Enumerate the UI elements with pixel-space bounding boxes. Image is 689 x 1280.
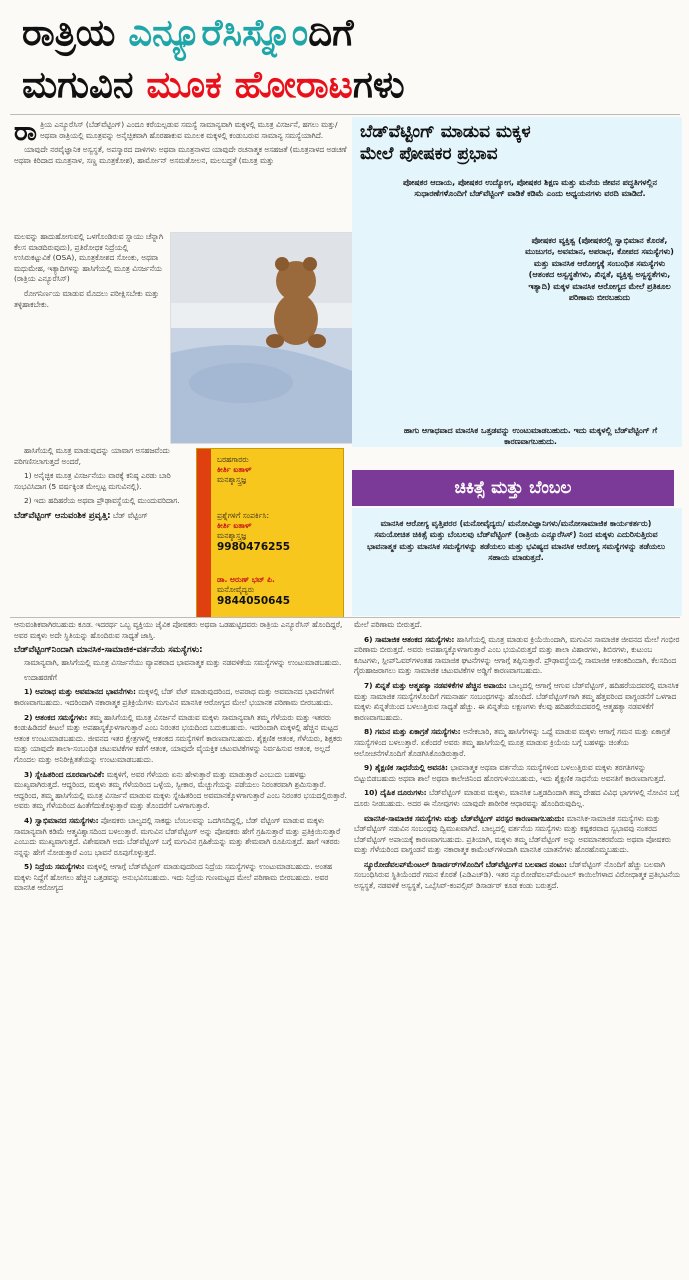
doctor-name: ಡಾ. ಅರುಣ್ ಭಟ್ ಪಿ. [217, 575, 275, 584]
psych-column [14, 620, 348, 1276]
headline-word-highlight: ಮೂಕ ಹೋರಾಟ [146, 63, 353, 106]
treatment-text: ಮಾನಸಿಕ ಆರೋಗ್ಯ ವೃತ್ತಿಪರರ (ಮನೋವೈದ್ಯರು/ ಮನೋವಿಜ್ಞಾನಿಗಳು/ಮನೋಸಾಮಾಜಿಕ ಕಾರ್ಯಕರ್ತರು) ಸಮಯೋಚಿತ ಚಿಕಿತ್ಸೆ ಮತ್ತು ಬೆಂಬಲವು ಬೆಡ್‌ವೆಟ್ಟಿಂಗ್ (ರಾತ್ರಿಯ ಎನ್ಯೂರೆಸಿಸ್) ನಿಂದ ಮಕ್ಕಳು ಎದುರಿಸುತ್ತಿರುವ ಭಾವನಾತ್ಮಕ ಮತ್ತು ಮಾನಸಿಕ ಸಮಸ್ಯೆಗಳನ್ನು ತಡೆಯಲು ಮತ್ತು ಭವಿಷ್ಯದ ಮಾನಸಿಕ ಆರೋಗ್ಯ ಸಮಸ್ಯೆಗಳನ್ನು ತಡೆಯಲು ಸಹಾಯ ಮಾಡುತ್ತದೆ. [366, 519, 666, 563]
item-title: ಮಾನಸಿಕ-ಸಾಮಾಜಿಕ ಸಮಸ್ಯೆಗಳು ಮತ್ತು ಬೆಡ್‌ವೆಟ್ಟಿಂಗ್ ಪರಸ್ಪರ ಕಾರಣವಾಗಬಹುದು: [364, 813, 565, 823]
doctor-role: ಮನೋವೈದ್ಯರು [217, 585, 255, 594]
item-title: 6) ಸಾಮಾಜಿಕ ಆತಂಕದ ಸಮಸ್ಯೆಗಳು: [364, 634, 455, 644]
item-title: 9) ಶೈಕ್ಷಣಿಕ ಸಾಧನೆಯಲ್ಲಿ ಅವನತಿ: [364, 763, 448, 773]
item-title: 2) ಆತಂಕದ ಸಮಸ್ಯೆಗಳು: [24, 712, 88, 722]
writer-role: ಮನಶ್ಶಾಸ್ತ್ರಜ್ಞ [217, 475, 247, 484]
intro-paragraph: ಹಾಸಿಗೆಯಲ್ಲಿ ಮೂತ್ರ ಮಾಡುವುದನ್ನು ಯಾವಾಗ ಅಸಹಜವೆಂದು ಪರಿಗಣಿಸಲಾಗುತ್ತದೆ ಅಂದರೆ, [14, 446, 170, 466]
treatment-banner [352, 470, 674, 506]
writer-block [217, 455, 252, 485]
consult-role: ಮನಶ್ಶಾಸ್ತ್ರಜ್ಞ [217, 531, 247, 540]
item-title: 8) ಗಮನ ಮತ್ತು ಏಕಾಗ್ರತೆ ಸಮಸ್ಯೆಗಳು: [364, 727, 461, 737]
continued-text: ಮೇಲೆ ಪರಿಣಾಮ ಬೀರುತ್ತದೆ. [354, 620, 422, 629]
item-text: ಪೋಷಕರು ಬಾಲ್ಯದಲ್ಲಿ ಸಾಕಷ್ಟು ಬೆಂಬಲವನ್ನು ಒದಗಿಸದಿದ್ದಲ್ಲಿ, ಬೆಡ್ ವೆಟ್ಟಿಂಗ್ ಮಾಡುವ ಮಕ್ಕಳು ಸಾಮಾನ್ಯವಾಗಿ ಕಡಿಮೆ ಆತ್ಮವಿಶ್ವಾಸದಿಂದ ಬಳಲುತ್ತಾರೆ. ಮಗುವಿನ ಬೆಡ್‌ವೆಟ್ಟಿಂಗ್ ಅನ್ನು ಪೋಷಕರು ಹೇಗೆ ಗ್ರಹಿಸುತ್ತಾರೆ ಮತ್ತು ಪ್ರತಿಕ್ರಿಯಿಸುತ್ತಾರೆ ಎಂಬುದು ಮುಖ್ಯವಾಗುತ್ತದೆ. ವಿಶೇಷವಾಗಿ ಅದು ಬೆಡ್‌ವೆಟ್ಟಿಂಗ್ ಬಗ್ಗೆ ಮಗುವಿನ ಗ್ರಹಿಕೆಯನ್ನು ಮತ್ತು ಶೇಮವಾಗಿ ರೂಪಿಸುತ್ತದೆ. ಹಾಗೆ ಇತರರು ನನ್ನನ್ನು ಹೇಗೆ ನೋಡುತ್ತಾರೆ ಎಂಬ ಭಾವನೆ ರೂಪುಗೊಳ್ಳುತ್ತದೆ. [14, 815, 341, 857]
item-text: ಮಕ್ಕಳಲ್ಲಿ ಆಗಾಗ್ಗೆ ಬೆಡ್‌ವೆಟ್ಟಿಂಗ್ ಮಾಡುವುದರಿಂದ ನಿದ್ರೆಯ ಸಮಸ್ಯೆಗಳನ್ನು ಉಂಟುಮಾಡಬಹುದು. ಅಂತಹ ಮಕ್ಕಳು ನಿದ್ದೆಗೆ ಹೋಗಲು ಹೆಚ್ಚಿನ ಒತ್ತಡವನ್ನು ಅನುಭವಿಸಬಹುದು. ಇದು ನಿದ್ರೆಯ ಗುಣಮಟ್ಟದ ಮೇಲೆ ಪರಿಣಾಮ ಬೀರಬಹುದು. ಅವರ ಮಾನಸಿಕ ಆರೋಗ್ಯದ [14, 862, 333, 893]
heading-line: ಬೆಡ್‌ವೆಟ್ಟಿಂಗ್ ಮಾಡುವ ಮಕ್ಕಳ [360, 122, 531, 142]
intro-left-narrow [14, 232, 166, 444]
doctor-phone[interactable]: 9844050645 [217, 595, 291, 607]
item-title: 5) ನಿದ್ರೆಯ ಸಮಸ್ಯೆಗಳು: [24, 862, 85, 872]
headline-word: ಗಳು [352, 63, 405, 106]
item-title: 4) ಸ್ವಾಭಿಮಾನದ ಸಮಸ್ಯೆಗಳು: [24, 815, 99, 825]
dropcap: ರಾ [14, 120, 37, 147]
item-text: ಬಾಲ್ಯದಲ್ಲಿ ಆಗಾಗ್ಗೆ ಆಗುವ ಬೆಡ್‌ವೆಟ್ಟಿಂಗ್, ಹದಿಹರೆಯದವರಲ್ಲಿ ಮಾನಸಿಕ ಮತ್ತು ಸಾಮಾಜಿಕ ಸಮಸ್ಯೆಗಳೊಂದಿಗೆ ಗಮನಾರ್ಹ ಸಂಬಂಧಗಳನ್ನು ಹೊಂದಿದೆ. ಬೆಡ್‌ವೆಟ್ಟಿಂಗ್‌ಗಾಗಿ ತಮ್ಮ ಹೆತ್ತವರಿಂದ ವಾಗ್ದಂಡನೆಗೆ ಒಳಗಾದ ಮಕ್ಕಳು ಖಿನ್ನತೆಯಿಂದ ಬಳಲುತ್ತಿರುವ ಸಾಧ್ಯತೆ ಹೆಚ್ಚು. ಈ ಖಿನ್ನತೆಯ ಲಕ್ಷಣಗಳು ಕೆಲವು ಹದಿಹರೆಯದವರಲ್ಲಿ ಆತ್ಮಹತ್ಯಾ ನಡವಳಿಕೆಗೆ ಕಾರಣವಾಗಬಹುದು. [354, 680, 679, 722]
headline-word: ಮಗುವಿನ [22, 63, 134, 106]
headline-word: ರಾತ್ರಿಯ [22, 11, 116, 54]
item-title: 10) ದೈಹಿಕ ದೂರುಗಳು: [364, 788, 427, 798]
heredity-lead: ಬೆಡ್ ವೆಟ್ಟಿಂಗ್ [112, 510, 148, 520]
section-divider [10, 617, 680, 618]
parent-influence-text-bottom: ಹಾಗು ಆಗಾಧವಾದ ಮಾನಸಿಕ ಒತ್ತಡವನ್ನು ಉಂಟುಮಾಡಬಹುದು. ಇದು ಮಕ್ಕಳಲ್ಲಿ ಬೆಡ್‌ವೆಟ್ಟಿಂಗ್ ಗೆ ಕಾರಣವಾಗಬಹುದು. [403, 426, 658, 447]
intro-paragraph: ರೋಗನಿರ್ಣಯ ಮಾಡುವ ಮೊದಲು ಪರೀಕ್ಷಿಸಬೇಕು ಮತ್ತು ತಳ್ಳಿಹಾಕಬೇಕು. [14, 288, 160, 309]
parent-influence-text-mid: ಪೋಷಕರ ವ್ಯಕ್ತಿತ್ವ (ಪೋಷಕರಲ್ಲಿ ಸ್ವಾಭಿಮಾನ ಕೊರತೆ, ಮುಜುಗರ, ಅವಮಾನ, ಅಪರಾಧ, ಕೋಪದ ಸಮಸ್ಯೆಗಳು) ಮತ್ತು ಮಾನಸಿಕ ಆರೋಗ್ಯಕ್ಕೆ ಸಂಬಂಧಿತ ಸಮಸ್ಯೆಗಳು (ಆತಂಕದ ಅಸ್ವಸ್ಥತೆಗಳು, ಖಿನ್ನತೆ, ವ್ಯಕ್ತಿತ್ವ ಅಸ್ವಸ್ಥತೆಗಳು, ಇತ್ಯಾದಿ) ಮಕ್ಕಳ ಮಾನಸಿಕ ಆರೋಗ್ಯದ ಮೇಲೆ ಪ್ರತಿಕೂಲ ಪರಿಣಾಮ ಬೀರಬಹುದು [525, 236, 674, 303]
intro-bottom [14, 446, 194, 618]
intro-top [14, 120, 348, 232]
heading-line: ಮೇಲೆ ಪೋಷಕರ ಪ್ರಭಾವ [360, 144, 498, 164]
heredity-heading: ಬೆಡ್‌ವೆಟ್ಟಿಂಗ್ ಆನುವಂಶಿಕ ಪ್ರವೃತ್ತಿ: [14, 510, 111, 521]
consult-name: ಕೀರ್ತಿ ಐತಾಳ್ [217, 521, 252, 530]
consult-phone[interactable]: 9980476255 [217, 541, 291, 553]
headline [10, 6, 680, 115]
intro-paragraph: 1) ಅನೈಚ್ಛಿಕ ಮೂತ್ರ ವಿಸರ್ಜನೆಯು ವಾರಕ್ಕೆ ಕನಿಷ್ಠ ಎರಡು ಬಾರಿ ಸಂಭವಿಸಿದಾಗ (5 ವರ್ಷಕ್ಕಿಂತ ಮೇಲ್ಪಟ್ಟ ಮಗುವಿನಲ್ಲಿ). [14, 471, 171, 491]
psych-heading: ಬೆಡ್‌ವೆಟ್ಟಿಂಗ್‌ನಿಂದಾಗಿ ಮಾನಸಿಕ-ಸಾಮಾಜಿಕ-ವರ್ತನೆಯ ಸಮಸ್ಯೆಗಳು: [14, 645, 203, 656]
intro-paragraph: ಮಲವನ್ನು ಹಾದುಹೋಗುವಲ್ಲಿ ಒಳಗೊಂಡಿರುವ ಸ್ನಾಯು ಚೆನ್ನಾಗಿ ಕೆಲಸ ಮಾಡದಿರುವುದು), ಪ್ರತಿರೋಧಕ ನಿದ್ರೆಯಲ್ಲಿ ಉಸಿರುಕಟ್ಟುವಿಕೆ (OSA), ಮೂತ್ರಕೋಶದ ಸೋಂಕು, ಅಥವಾ ಮಧುಮೇಹ, ಇತ್ಯಾದಿಗಳನ್ನು ಹಾಸಿಗೆಯಲ್ಲಿ ಮೂತ್ರ ವಿಸರ್ಜನೆಯ (ರಾತ್ರಿಯ ಎನ್ಯೂರೆಸಿಸ್) [14, 232, 164, 284]
item-title: 3) ಸ್ನೇಹಿತರಿಂದ ದೂರವಾಗುವಿಕೆ: [24, 769, 105, 779]
contact-stripe [197, 449, 211, 617]
consult-block [217, 511, 290, 554]
item-text: ಭಾವನಾತ್ಮಕ ಅಥವಾ ವರ್ತನೆಯ ಸಮಸ್ಯೆಗಳಿಂದ ಬಳಲುತ್ತಿರುವ ಮಕ್ಕಳು ತರಗತಿಗಳನ್ನು ಬಿಟ್ಟುಬಿಡಬಹುದು ಅಥವಾ ಶಾಲೆ ಅಥವಾ ಕಾಲೇಜಿನಿಂದ ಹೊರಗುಳಿಯಬಹುದು, ಇದು ಶೈಕ್ಷಣಿಕ ಸಾಧನೆಯ ಅವನತಿಗೆ ಕಾರಣವಾಗುತ್ತದೆ. [354, 763, 666, 783]
item-text: ಬೆಡ್‌ವೆಟ್ಟಿಂಗ್ ನೊಂದಿಗೆ ಹೆಚ್ಚು ಬಲವಾಗಿ ಸಂಬಂಧಿಸಿರುವ ಸ್ಥಿತಿಯೆಂದರೆ ಗಮನ ಕೊರತೆ (ಎಡಿಎಚ್‌ಡಿ). ಇತರ ನ್ಯೂರೋಡೆವಲಪ್‌ಮೆಂಟಲ್ ಕಾಯಿಲೆಗಳಾದ ವಿರೋಧಾತ್ಮಕ ಪ್ರತಿಭಟನೆಯ ಅಸ್ವಸ್ಥತೆ, ನಡವಳಿಕೆ ಅಸ್ವಸ್ಥತೆ, ಒಬ್ಸೆಸಿವ್-ಕಂಪಲ್ಸಿವ್ ಡಿಸಾರ್ಡರ್ ಕೂಡ ಕಂಡು ಬರುತ್ತದೆ. [354, 859, 680, 891]
psych-intro: ಸಾಮಾನ್ಯವಾಗಿ, ಹಾಸಿಗೆಯಲ್ಲಿ ಮೂತ್ರ ವಿಸರ್ಜನೆಯು ವ್ಯಾಪಕವಾದ ಭಾವನಾತ್ಮಕ ಮತ್ತು ನಡವಳಿಕೆಯ ಸಮಸ್ಯೆಗಳನ್ನು ಉಂಟುಮಾಡಬಹುದು. [24, 658, 342, 668]
heredity-text: ಆನುವಂಶಿಕವಾಗಿರಬಹುದು ಕೂಡ. ಇದರರ್ಥ ಒಬ್ಬ ವ್ಯಕ್ತಿಯು ಜೈವಿಕ ಪೋಷಕರು ಅಥವಾ ಒಡಹುಟ್ಟಿದವರು ರಾತ್ರಿಯ ಎನ್ಯೂರೆಸಿಸ್ ಹೊಂದಿದ್ದರೆ, ಅವರ ಮಕ್ಕಳು ಅದೇ ಸ್ಥಿತಿಯನ್ನು ಹೊಂದಿರುವ ಸಾಧ್ಯತೆ ಜಾಸ್ತಿ. [14, 620, 343, 640]
intro-paragraph: ತ್ರಿಯ ಎನ್ಯೂರೆಸಿಸ್ (ಬೆಡ್‌ವೆಟ್ಟಿಂಗ್) ಎಂದೂ ಕರೆಯಲ್ಪಡುವ ಸಮಸ್ಯೆ ಸಾಮಾನ್ಯವಾಗಿ ಮಕ್ಕಳಲ್ಲಿ ಮೂತ್ರ ವಿಸರ್ಜನೆ, ಹಗಲು ಮತ್ತು/ಅಥವಾ ರಾತ್ರಿಯಲ್ಲಿ ಮೂತ್ರವನ್ನು ಅನೈಚ್ಛಿಕವಾಗಿ ಹೊರಹಾಕುವ ಮೂಲಕ ಮಕ್ಕಳಲ್ಲಿ ಕಂಡುಬರುವ ಸಾಮಾನ್ಯ ಸಮಸ್ಯೆಯಾಗಿದೆ. [39, 120, 338, 140]
treatment-box [352, 508, 682, 616]
doctor-block [217, 575, 290, 608]
contact-box [196, 448, 344, 618]
consult-label: ಪ್ರಶ್ನೆಗಳಿಗೆ ಸಂಪರ್ಕಿಸಿ: [217, 511, 270, 520]
item-text: ಮಕ್ಕಳಿಗೆ, ಅವರ ಗೆಳೆಯರು ಏನು ಹೇಳುತ್ತಾರೆ ಮತ್ತು ಮಾಡುತ್ತಾರೆ ಎಂಬುದು ಬಹಳಷ್ಟು ಮುಖ್ಯವಾಗಿರುತ್ತದೆ. ಆದ್ದರಿಂದ, ಮಕ್ಕಳು ತಮ್ಮ ಗೆಳೆಯರಿಂದ ಒಳ್ಳೆಯ, ಸ್ವೀಕಾರ, ಮೆಚ್ಚುಗೆಯನ್ನು ಪಡೆಯಲು ನಿರಂತರವಾಗಿ ಶ್ರಮಿಸುತ್ತಾರೆ. ಆದ್ದರಿಂದ, ತಮ್ಮ ಹಾಸಿಗೆಯಲ್ಲಿ ಮೂತ್ರ ವಿಸರ್ಜನೆ ಮಾಡುವ ಮಕ್ಕಳು ಸ್ನೇಹಿತರಿಂದ ಅವಮಾನಕ್ಕೊಳಗಾಗುತ್ತಾರೆ ಎಂಬ ನಿರಂತರ ಭಯದಲ್ಲಿರುತ್ತಾರೆ. ಅವರು ತಮ್ಮ ಗೆಳೆಯರಿಂದ ಹಿಂತೆಗೆದುಕೊಳ್ಳುತ್ತಾರೆ ಮತ್ತು ತೊಂದರೆಗೆ ಒಳಗಾಗುತ್ತಾರೆ. [14, 769, 347, 811]
item-title: 7) ಖಿನ್ನತೆ ಮತ್ತು ಆತ್ಮಹತ್ಯಾ ನಡವಳಿಕೆಗಳ ಹೆಚ್ಚಿನ ಅಪಾಯ: [364, 680, 507, 690]
parent-influence-heading [360, 121, 531, 165]
writers-label: ಬರಹಗಾರರು [217, 455, 249, 464]
intro-paragraph: ಯಾವುದೇ ನರವೈಜ್ಞಾನಿಕ ಅಸ್ವಸ್ಥತೆ, ಅಪಸ್ಮಾರದ ದಾಳಿಗಳು ಅಥವಾ ಮೂತ್ರನಾಳದ ಯಾವುದೇ ರಚನಾತ್ಮಕ ಅಸಹಜತೆ (ಮೂತ್ರನಾಳದ ಅಡಚಣೆ ಅಥವಾ ಕಿರಿದಾದ ಮೂತ್ರನಾಳ, ಸಣ್ಣ ಮೂತ್ರಕೋಶ), ಹಾರ್ಮೋನ್ ಅಸಮತೋಲನ, ಮಲಬದ್ಧತೆ (ಮೂತ್ರ ಮತ್ತು [14, 145, 347, 165]
psych-examples: ಉದಾಹರಣೆಗೆ [24, 672, 57, 682]
item-text: ಅನೇಕಬಾರಿ, ತಮ್ಮ ಹಾಸಿಗೆಗಳನ್ನು ಒದ್ದೆ ಮಾಡುವ ಮಕ್ಕಳು ಆಗಾಗ್ಗೆ ಗಮನ ಮತ್ತು ಏಕಾಗ್ರತೆ ಸಮಸ್ಯೆಗಳಿಂದ ಬಳಲುತ್ತಾರೆ. ಏಕೆಂದರೆ ಅವರು ತಮ್ಮ ಹಾಸಿಗೆಯಲ್ಲಿ ಮೂತ್ರ ಮಾಡುವ ಕ್ರಿಯೆಯ ಬಗ್ಗೆ ಬಹಳಷ್ಟು ಚಿಂತೆಯ ಆಲೋಚನೆಗಳೊಂದಿಗೆ ತೊಡಗಿಸಿಕೊಂಡಿರುತ್ತಾರೆ. [354, 727, 671, 758]
item-text: ಬೆಡ್‌ವೆಟ್ಟಿಂಗ್ ಮಾಡುವ ಮಕ್ಕಳು, ಮಾನಸಿಕ ಒತ್ತಡದಿಂದಾಗಿ ತಮ್ಮ ದೇಹದ ವಿವಿಧ ಭಾಗಗಳಲ್ಲಿ ನೋವಿನ ಬಗ್ಗೆ ದೂರು ನೀಡಬಹುದು. ಅದರ ಈ ನೋವುಗಳು ಯಾವುದೇ ಶಾರೀರಿಕ ಆಧಾರವನ್ನು ಹೊಂದಿರುವುದಿಲ್ಲ. [354, 788, 680, 808]
headline-word: ನೊಂದಿಗೆ [308, 11, 354, 54]
headline-line-2 [22, 62, 405, 108]
intro-paragraph: 2) ಇದು ಹದಿಹರೆಯ ಅಥವಾ ಪ್ರೌಢಾವಸ್ಥೆಯಲ್ಲಿ ಮುಂದುವರಿದಾಗ. [24, 496, 180, 506]
writer-name: ಕೀರ್ತಿ ಐತಾಳ್ [217, 465, 252, 474]
item-text: ತಮ್ಮ ಹಾಸಿಗೆಯಲ್ಲಿ ಮೂತ್ರ ವಿಸರ್ಜನೆ ಮಾಡುವ ಮಕ್ಕಳು ಸಾಮಾನ್ಯವಾಗಿ ತಮ್ಮ ಗೆಳೆಯರು ಮತ್ತು ಇತರರು ಕಂಡುಹಿಡಿದರೆ ಕೀಟಲೆ ಮತ್ತು ಅಪಹಾಸ್ಯಕ್ಕೊಳಗಾಗುತ್ತಾರೆ ಎಂಬ ನಿರಂತರ ಭಯದಿಂದ ಬದುಕಬಹುದು. ಇದರಿಂದಾಗಿ ಮಕ್ಕಳಲ್ಲಿ ಹೆಚ್ಚಿನ ಮಟ್ಟದ ಆತಂಕ ಉಂಟುಮಾಡಬಹುದು. ಜೀವನದ ಇತರ ಕ್ಷೇತ್ರಗಳಲ್ಲಿ ಆತಂಕದ ಸಮಸ್ಯೆಗಳಿಗೆ ಕಾರಣವಾಗಬಹುದು. ಶೈಕ್ಷಣಿಕ ಆತಂಕ, ಗೆಳೆಯರು, ಶಿಕ್ಷಕರು ಮತ್ತು ಯಾವುದೇ ಶಾಲಾ-ಸಂಬಂಧಿತ ಚಟುವಟಿಕೆಗಳ ಕಡೆಗೆ ಆತಂಕ, ಯಾವುದೇ ವೈಯಕ್ತಿಕ ಚಟುವಟಿಕೆಗಳನ್ನು ನಿರ್ವಹಿಸುವ ಆತಂಕ, ಅಲ್ಲದೆ ಗೊಂದಲ ಮತ್ತು ಅನಿರೀಕ್ಷಿತತೆಯನ್ನು ಉಂಟುಮಾಡಬಹುದು. [14, 712, 343, 764]
headline-line-1 [22, 10, 354, 56]
parent-influence-text-top: ಪೋಷಕರ ಆದಾಯ, ಪೋಷಕರ ಉದ್ಯೋಗ, ಪೋಷಕರ ಶಿಕ್ಷಣ ಮತ್ತು ಮನೆಯ ಜೀವನ ಪದ್ಧತಿಗಳಲ್ಲಿನ ಸುಧಾರಣೆಗಳೊಂದಿಗೆ ಬೆಡ್‌ವೆಟ್ಟಿಂಗ್ ವಾಡಿಕೆ ಕಡಿಮೆ ಎಂದು ಅಧ್ಯಯನಗಳು ವರದಿ ಮಾಡಿದೆ. [402, 178, 658, 199]
item-text: ಮಾನಸಿಕ-ಸಾಮಾಜಿಕ ಸಮಸ್ಯೆಗಳು ಮತ್ತು ಬೆಡ್‌ವೆಟ್ಟಿಂಗ್ ನಡುವಿನ ಸಂಬಂಧವು ದ್ವಿಮುಖವಾಗಿದೆ. ಬಾಲ್ಯದಲ್ಲಿ ವರ್ತನೆಯ ಸಮಸ್ಯೆಗಳು ಮತ್ತು ಕಷ್ಟಕರವಾದ ಸ್ವಭಾವವು ನಂತರದ ಬೆಡ್‌ವೆಟ್ಟಿಂಗ್ ಅಪಾಯಕ್ಕೆ ಕಾರಣವಾಗಬಹುದು. ಪ್ರತಿಯಾಗಿ, ಮಕ್ಕಳು ತಮ್ಮ ಬೆಡ್‌ವೆಟ್ಟಿಂಗ್ ಅನ್ನು ಅವಮಾನಕರವೆಂದು ಅಥವಾ ಪೋಷಕರು ಮತ್ತು ಗೆಳೆಯರಿಂದ ವಾಗ್ದಂಡನೆ ಮತ್ತು ನಕಾರಾತ್ಮಕ ಕಾಮೆಂಟ್‌ಗಳಿಂದಾಗಿ ಮಾನಸಿಕ ಯಾತನೆಗಳು ಹೊರಹೊಮ್ಮಬಹುದು. [354, 813, 671, 855]
item-title: ನ್ಯೂರೋಡೆವಲಪ್‌ಮೆಂಟಲ್ ಡಿಸಾರ್ಡರ್‌ಗಳೊಂದಿಗೆ ಬೆಡ್‌ವೆಟ್ಟಿಂಗ್‌ನ ಬಲವಾದ ನಂಟು: [364, 859, 567, 869]
right-column [354, 620, 680, 1276]
item-text: ಹಾಸಿಗೆಯಲ್ಲಿ ಮೂತ್ರ ಮಾಡುವ ಕ್ರಿಯೆಯಿಂದಾಗಿ, ಮಗುವಿನ ಸಾಮಾಜಿಕ ಜೀವನದ ಮೇಲೆ ಗಂಭೀರ ಪರಿಣಾಮ ಬೀರುತ್ತದೆ. ಅವರು ಅಪಹಾಸ್ಯಕ್ಕೊಳಗಾಗುತ್ತಾರೆ ಎಂಬ ಭಯವಿರುತ್ತದೆ ಮತ್ತು ಶಾಲಾ ವಿಹಾರಗಳು, ಶಿಬಿರಗಳು, ಕುಟುಂಬ ಕೂಟಗಳು, ಸ್ಲೀಪ್‌ಓವರ್‌ಗಳಂತಹ ಸಾಮಾಜಿಕ ಘಟನೆಗಳನ್ನು ಆಗಾಗ್ಗೆ ತಪ್ಪಿಸುತ್ತಾರೆ. ಪ್ರೌಢಾವಸ್ಥೆಯಲ್ಲಿ ಸಾಮಾಜಿಕ ಆತಂಕದಿಂದಾಗಿ, ಕೆಲಸದಿಂದ ಗೈರುಹಾಜರಾಗಲು ಮತ್ತು ಸಾಮಾಜಿಕ ಚಟುವಟಿಕೆಗಳ ಅಡ್ಡಿಗೆ ಕಾರಣವಾಗಬಹುದು. [354, 634, 680, 676]
item-title: 1) ಅಪರಾಧ ಮತ್ತು ಅವಮಾನದ ಭಾವನೆಗಳು: [24, 687, 136, 697]
item-text: ಮಕ್ಕಳಲ್ಲಿ ಬೆಡ್ ವೆಟ್ ಮಾಡುವುದರಿಂದ, ಅಪರಾಧ ಮತ್ತು ಅವಮಾನದ ಭಾವನೆಗಳಿಗೆ ಕಾರಣವಾಗಬಹುದು. ಇದರಿಂದಾಗಿ ನಕಾರಾತ್ಮಕ ಪ್ರತಿಕ್ರಿಯೆಗಳು ಮಗುವಿನ ಮಾನಸಿಕ ಆರೋಗ್ಯದ ಮೇಲೆ ಭಯಾನಕ ಪರಿಣಾಮ ಬೀರಬಹುದು. [14, 687, 334, 707]
headline-word-highlight: ಎನ್ಯೂರೆಸಿಸ್ [128, 11, 309, 54]
treatment-heading: ಚಿಕಿತ್ಸೆ ಮತ್ತು ಬೆಂಬಲ [454, 478, 572, 498]
